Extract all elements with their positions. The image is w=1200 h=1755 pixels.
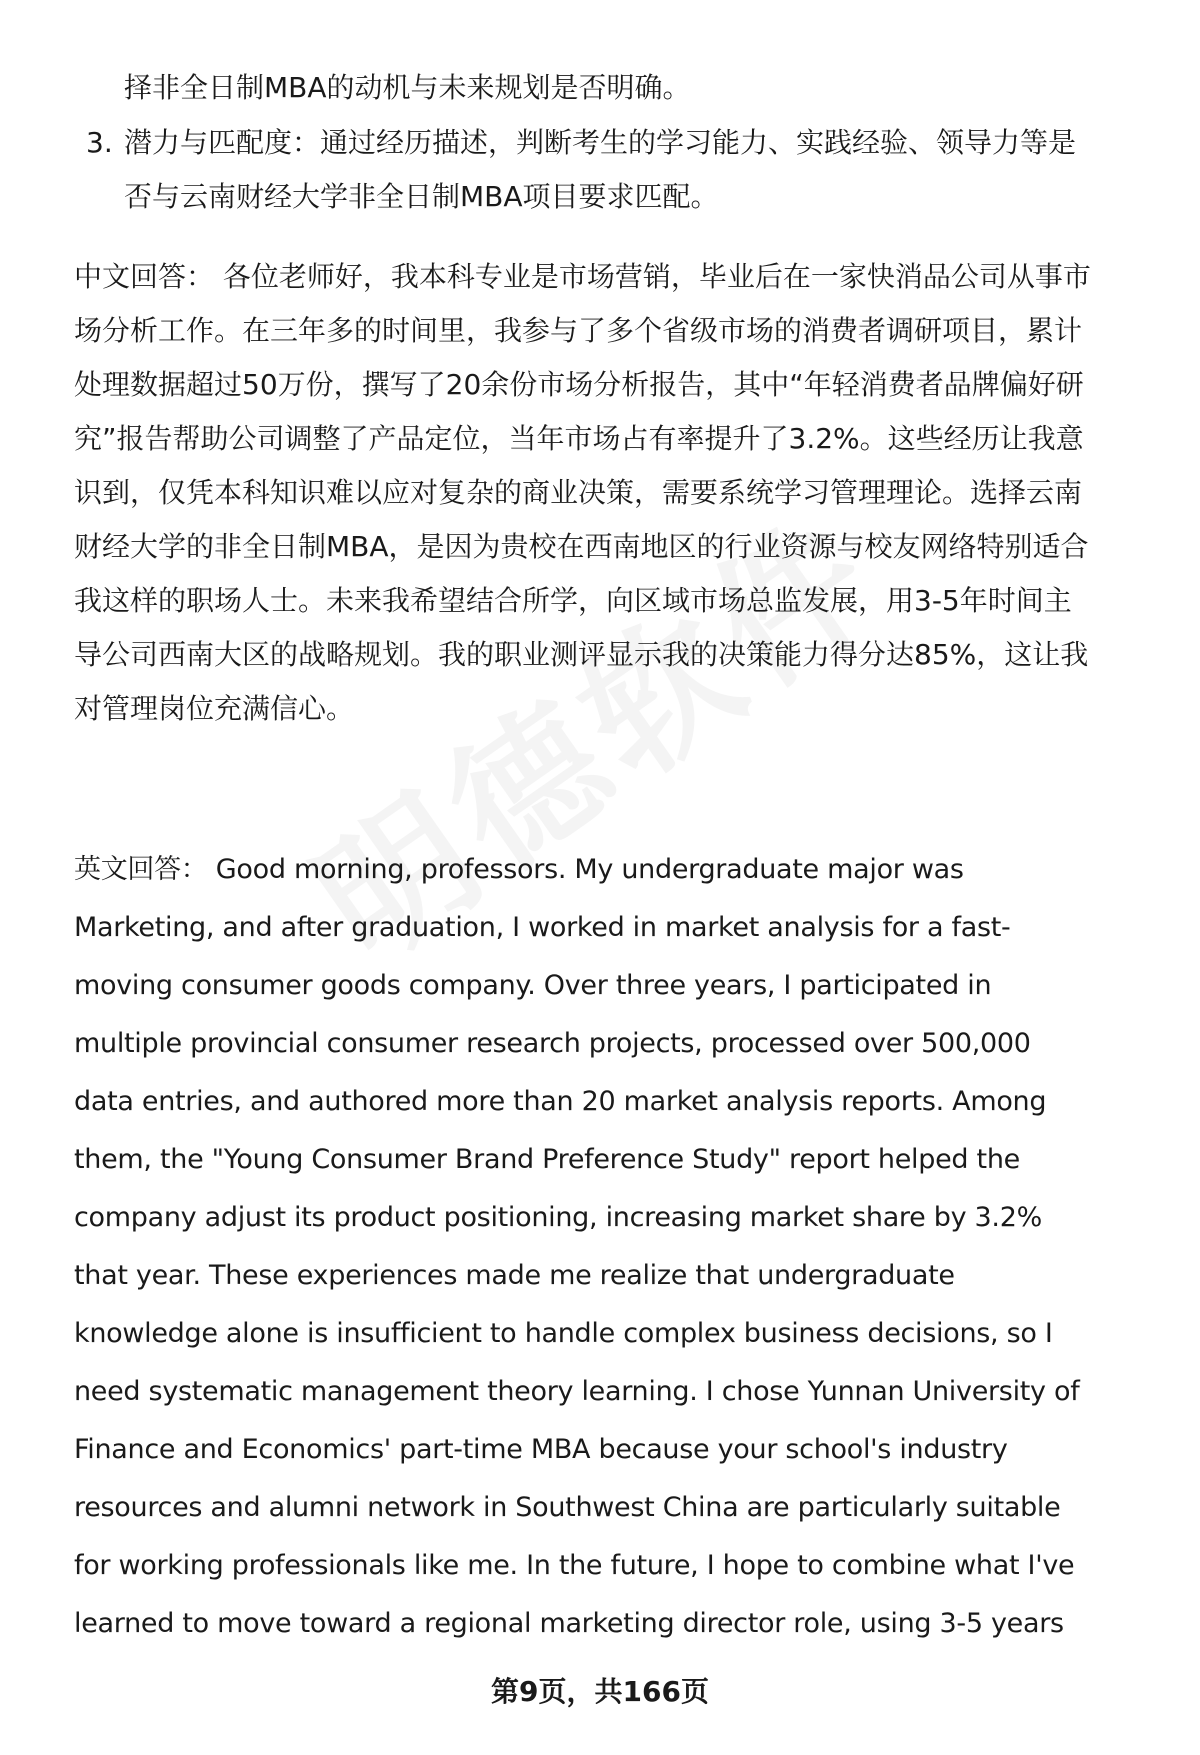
english-answer-line: data entries, and authored more than 20 market analysis reports. Among [74, 1086, 1047, 1117]
english-answer-line: Finance and Economics' part-time MBA because your school's industry [74, 1434, 1008, 1465]
english-answer-line: 英文回答： Good morning, professors. My undergraduate major was [74, 854, 964, 885]
list-item-3-line-2: 否与云南财经大学非全日制MBA项目要求匹配。 [124, 180, 719, 213]
watermark [145, 346, 1056, 1134]
english-answer-line: learned to move toward a regional marketing director role, using 3-5 years [74, 1608, 1064, 1639]
chinese-answer-line: 处理数据超过50万份，撰写了20余份市场分析报告，其中“年轻消费者品牌偏好研 [74, 368, 1084, 401]
list-item-3-line-1: 潜力与匹配度：通过经历描述，判断考生的学习能力、实践经验、领导力等是 [124, 126, 1077, 159]
page-number-footer: 第9页，共166页 [491, 1675, 709, 1708]
english-answer-line: them, the "Young Consumer Brand Preference Study" report helped the [74, 1144, 1020, 1175]
english-answer-line: Marketing, and after graduation, I worked in market analysis for a fast- [74, 912, 1011, 943]
chinese-answer-line: 识到，仅凭本科知识难以应对复杂的商业决策，需要系统学习管理理论。选择云南 [74, 476, 1083, 509]
english-answer-line: that year. These experiences made me realize that undergraduate [74, 1260, 955, 1291]
english-answer-line: moving consumer goods company. Over three years, I participated in [74, 970, 992, 1001]
english-answer-line: resources and alumni network in Southwest China are particularly suitable [74, 1492, 1061, 1523]
list-item-3-number: 3. [86, 126, 113, 159]
chinese-answer-line: 导公司西南大区的战略规划。我的职业测评显示我的决策能力得分达85%，这让我 [74, 638, 1089, 671]
chinese-answer-line: 究”报告帮助公司调整了产品定位，当年市场占有率提升了3.2%。这些经历让我意 [74, 422, 1084, 455]
list-item-2-continuation: 择非全日制MBA的动机与未来规划是否明确。 [124, 71, 691, 104]
english-answer-line: knowledge alone is insufficient to handle complex business decisions, so I [74, 1318, 1053, 1349]
chinese-answer-line: 中文回答： 各位老师好，我本科专业是市场营销，毕业后在一家快消品公司从事市 [74, 260, 1091, 293]
english-answer-line: for working professionals like me. In the future, I hope to combine what I've [74, 1550, 1075, 1581]
chinese-answer-line: 对管理岗位充满信心。 [74, 692, 355, 725]
chinese-answer-line: 我这样的职场人士。未来我希望结合所学，向区域市场总监发展，用3-5年时间主 [74, 584, 1072, 617]
english-answer-line: multiple provincial consumer research projects, processed over 500,000 [74, 1028, 1031, 1059]
english-answer-line: need systematic management theory learning. I chose Yunnan University of [74, 1376, 1080, 1407]
english-answer-line: company adjust its product positioning, increasing market share by 3.2% [74, 1202, 1042, 1233]
chinese-answer-line: 财经大学的非全日制MBA，是因为贵校在西南地区的行业资源与校友网络特别适合 [74, 530, 1089, 563]
chinese-answer-line: 场分析工作。在三年多的时间里，我参与了多个省级市场的消费者调研项目，累计 [74, 314, 1083, 347]
